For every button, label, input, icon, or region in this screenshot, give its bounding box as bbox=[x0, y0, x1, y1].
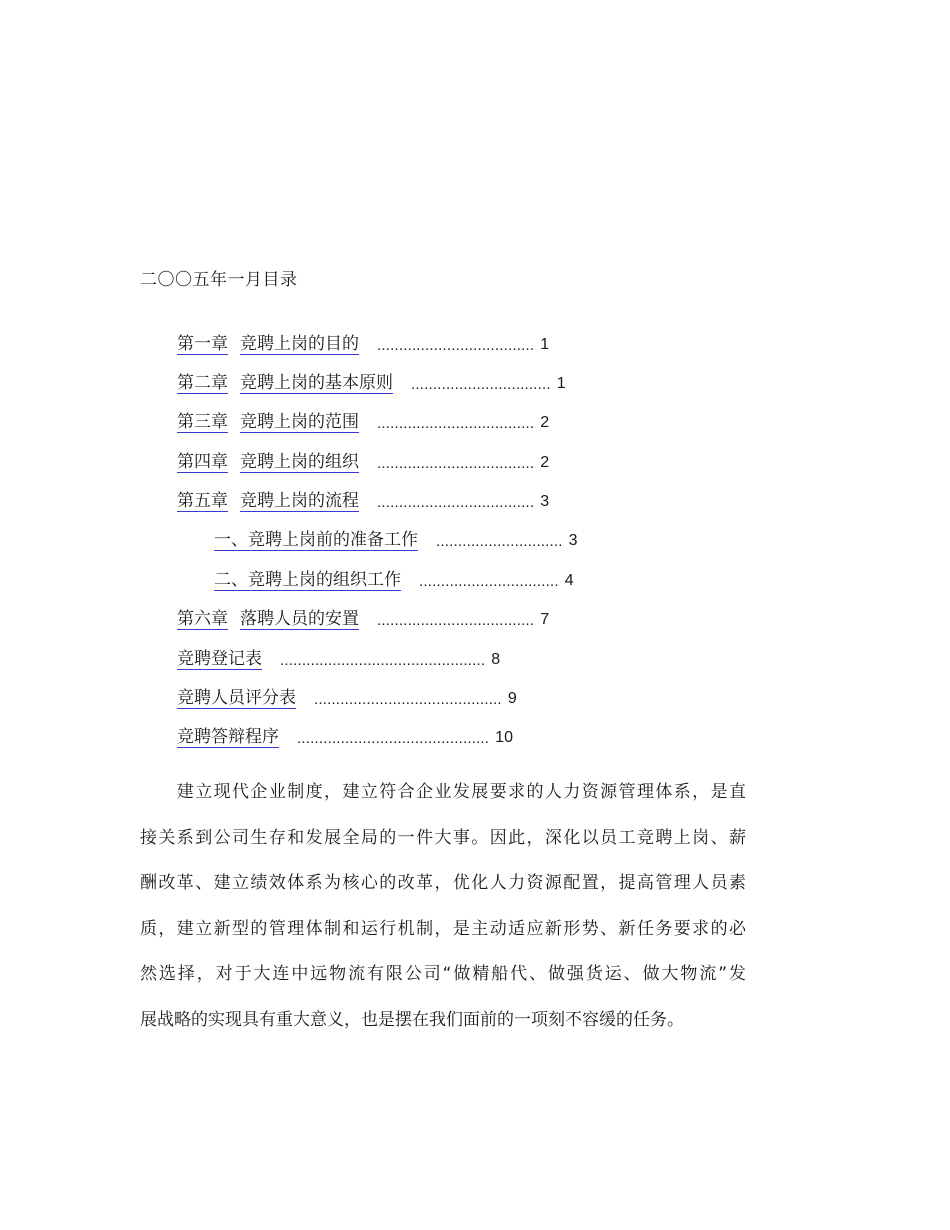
toc-entry-chapter-6[interactable] bbox=[177, 603, 549, 629]
toc-leader-dots: ............................................ bbox=[297, 730, 490, 747]
toc-page-number: 8 bbox=[491, 651, 501, 668]
toc-page-number: 1 bbox=[556, 375, 566, 392]
toc-entry-section-5-1[interactable] bbox=[214, 524, 578, 550]
toc-page-number: 10 bbox=[495, 729, 513, 746]
toc-leader-dots: ................................ bbox=[411, 376, 551, 393]
toc-leader-dots: ............................................... bbox=[280, 652, 486, 669]
toc-link[interactable]: 二、竞聘上岗的组织工作 bbox=[214, 570, 401, 590]
intro-paragraph bbox=[140, 770, 746, 1043]
toc-page-number: 3 bbox=[568, 532, 578, 549]
toc-leader-dots: ........................................... bbox=[314, 691, 502, 708]
toc-page-number: 4 bbox=[564, 572, 574, 589]
toc-entry-scoring-form[interactable] bbox=[177, 682, 517, 708]
toc-entry-section-5-2[interactable] bbox=[214, 564, 574, 590]
toc-entry-chapter-3[interactable] bbox=[177, 406, 549, 432]
toc-link[interactable]: 第四章 竞聘上岗的组织 bbox=[177, 452, 359, 472]
toc-entry-chapter-2[interactable] bbox=[177, 367, 566, 393]
toc-leader-dots: .................................... bbox=[377, 494, 535, 511]
paragraph-line: 然选择，对于大连中远物流有限公司“做精船代、做强货运、做大物流”发 bbox=[140, 964, 746, 984]
toc-link[interactable]: 竞聘登记表 bbox=[177, 649, 262, 669]
paragraph-line: 酬改革、建立绩效体系为核心的改革，优化人力资源配置，提高管理人员素 bbox=[140, 873, 746, 893]
toc-leader-dots: .................................... bbox=[377, 415, 535, 432]
toc-link[interactable]: 第六章 落聘人员的安置 bbox=[177, 609, 359, 629]
paragraph-line: 质，建立新型的管理体制和运行机制，是主动适应新形势、新任务要求的必 bbox=[140, 918, 746, 939]
toc-page-number: 3 bbox=[540, 493, 550, 510]
toc-page-number: 9 bbox=[507, 690, 517, 707]
toc-leader-dots: .................................... bbox=[377, 337, 535, 354]
toc-entry-registration-form[interactable] bbox=[177, 643, 500, 669]
toc-link[interactable]: 竞聘人员评分表 bbox=[177, 688, 296, 708]
toc-entry-chapter-1[interactable] bbox=[177, 328, 549, 354]
toc-link[interactable]: 第二章 竞聘上岗的基本原则 bbox=[177, 373, 393, 393]
document-heading: 二〇〇五年一月目录 bbox=[140, 270, 298, 290]
paragraph-line: 展战略的实现具有重大意义，也是摆在我们面前的一项刻不容缓的任务。 bbox=[140, 1009, 684, 1030]
toc-link[interactable]: 第一章 竞聘上岗的目的 bbox=[177, 334, 359, 354]
toc-leader-dots: .................................... bbox=[377, 455, 535, 472]
toc-page-number: 7 bbox=[540, 611, 550, 628]
toc-entry-chapter-4[interactable] bbox=[177, 446, 549, 472]
toc-leader-dots: ............................. bbox=[436, 533, 563, 550]
toc-page-number: 1 bbox=[540, 336, 550, 353]
toc-leader-dots: .................................... bbox=[377, 612, 535, 629]
toc-entry-chapter-5[interactable] bbox=[177, 485, 549, 511]
toc-leader-dots: ................................ bbox=[419, 573, 559, 590]
toc-entry-defense-procedure[interactable] bbox=[177, 721, 513, 747]
paragraph-line: 建立现代企业制度，建立符合企业发展要求的人力资源管理体系，是直 bbox=[140, 782, 746, 802]
paragraph-line: 接关系到公司生存和发展全局的一件大事。因此，深化以员工竞聘上岗、薪 bbox=[140, 827, 746, 848]
toc-link[interactable]: 第三章 竞聘上岗的范围 bbox=[177, 412, 359, 432]
toc-link[interactable]: 第五章 竞聘上岗的流程 bbox=[177, 491, 359, 511]
toc-link[interactable]: 一、竞聘上岗前的准备工作 bbox=[214, 530, 418, 550]
toc-link[interactable]: 竞聘答辩程序 bbox=[177, 727, 279, 747]
toc-page-number: 2 bbox=[540, 454, 550, 471]
toc-page-number: 2 bbox=[540, 414, 550, 431]
